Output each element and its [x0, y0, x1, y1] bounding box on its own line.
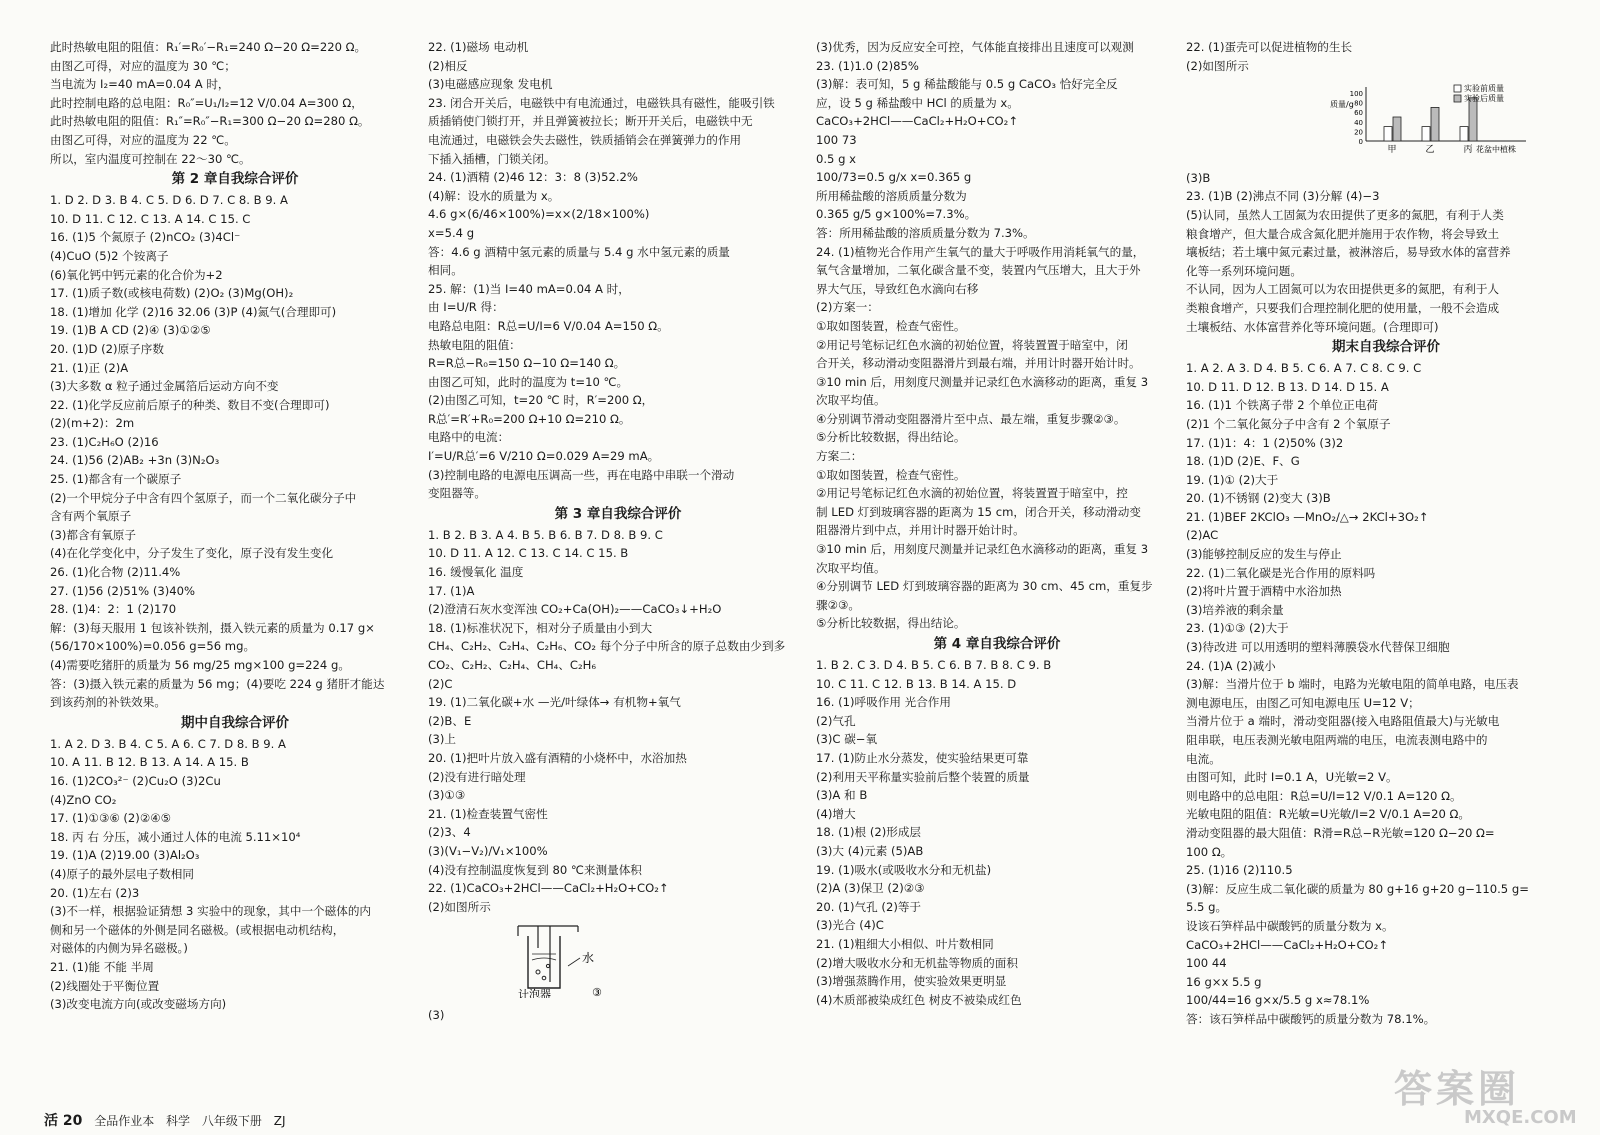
answer-line: 24. (1)植物光合作用产生氧气的量大于呼吸作用消耗氧气的量， [816, 244, 1145, 259]
answer-line: (6)氧化钙中钙元素的化合价为+2 [50, 267, 223, 282]
answer-line: 24. (1)56 (2)AB₂ +3n (3)N₂O₃ [50, 453, 220, 468]
answer-line: x=5.4 g [428, 225, 475, 240]
answer-line: 10. D 11. A 12. C 13. C 14. C 15. B [428, 546, 629, 561]
answer-line: 光敏电阻的阻值：R光敏=U光敏/I=2 V/0.1 A=20 Ω。 [1186, 807, 1470, 822]
answer-line: (2)利用天平称量实验前后整个装置的质量 [816, 769, 1030, 784]
y-tick-label: 80 [1354, 99, 1363, 108]
answer-line: 16 g×x 5.5 g [1186, 974, 1262, 989]
bar [1393, 117, 1401, 141]
answer-line: 答：(3)摄入铁元素的质量为 56 mg；(4)要吃 224 g 猪肝才能达 [50, 676, 385, 691]
answer-line: ④分别调节滑动变阻器滑片至中点、最左端，重复步骤②③。 [816, 411, 1126, 426]
y-tick-label: 100 [1349, 90, 1363, 99]
column-3 [816, 38, 1178, 1009]
column-1 [50, 38, 420, 1014]
answer-line: (3)增强蒸腾作用，使实验效果更明显 [816, 974, 1007, 989]
answer-line: (2)(m+2)：2m [50, 416, 135, 431]
answer-line: (2)将叶片置于酒精中水浴加热 [1186, 584, 1342, 599]
answer-line: 17. (1)质子数(或核电荷数) (2)O₂ (3)Mg(OH)₂ [50, 286, 294, 301]
answer-line: 质插销使门锁打开，并且弹簧被拉长；断开开关后，电磁铁中无 [428, 114, 753, 129]
answer-line: 当电流为 I₂=40 mA=0.04 A 时， [50, 77, 230, 92]
answer-line: 16. (1)1 个铁离子带 2 个单位正电荷 [1186, 398, 1378, 413]
answer-line: (56/170×100%)=0.056 g=56 mg。 [50, 639, 256, 654]
label-mark: ③ [592, 986, 602, 999]
answer-line: 10. D 11. C 12. C 13. A 14. C 15. C [50, 211, 251, 226]
answer-line: 10. D 11. D 12. B 13. D 14. D 15. A [1186, 379, 1389, 394]
answer-line: 16. (1)2CO₃²⁻ (2)Cu₂O (3)2Cu [50, 773, 221, 788]
label-counter: 计泡器 [518, 988, 551, 999]
answer-line: (3)上 [428, 732, 457, 747]
answer-line: (3)电磁感应现象 发电机 [428, 77, 553, 92]
answer-line: 所以，室内温度可控制在 22～30 ℃。 [50, 151, 251, 166]
legend-label: 实验前质量 [1464, 84, 1504, 94]
answer-line: 17. (1)防止水分蒸发，使实验结果更可靠 [816, 750, 1029, 765]
answer-line: (2)增大吸收水分和无机盐等物质的面积 [816, 955, 1018, 970]
answer-line: 1. D 2. D 3. B 4. C 5. D 6. D 7. C 8. B 9. A [50, 193, 288, 208]
answer-line: 100 Ω。 [1186, 844, 1233, 859]
answer-line: 电流。 [1186, 751, 1221, 766]
y-axis-label: 质量/g [1330, 100, 1354, 110]
answer-line: 23. (1)1.0 (2)85% [816, 58, 919, 73]
answer-line: 22. (1)二氧化碳是光合作用的原料吗 [1186, 565, 1376, 580]
answer-line: 21. (1)BEF 2KClO₃ —MnO₂/△→ 2KCl+3O₂↑ [1186, 509, 1429, 524]
x-tick-label: 丙 [1463, 145, 1473, 156]
answer-line: (3)都含有氧原子 [50, 527, 136, 542]
answer-line: CH₄、C₂H₂、C₂H₄、C₂H₆、CO₂ 每个分子中所含的原子总数由少到多 [428, 639, 786, 654]
answer-line: 20. (1)把叶片放入盛有酒精的小烧杯中，水浴加热 [428, 750, 687, 765]
answer-line: 则电路中的总电阻：R总=U/I=12 V/0.1 A=120 Ω。 [1186, 788, 1462, 803]
answer-line: 26. (1)化合物 (2)11.4% [50, 565, 181, 580]
answer-line: (3)(V₁−V₂)/V₁×100% [428, 843, 548, 858]
answer-line: 由 I=U/R 得： [428, 300, 504, 315]
answer-line: 21. (1)正 (2)A [50, 360, 129, 375]
answer-line: (3)解：表可知，5 g 稀盐酸能与 0.5 g CaCO₃ 恰好完全反 [816, 77, 1118, 92]
answer-line: (3)A 和 B [816, 788, 868, 803]
answer-line: 电路中的电流： [428, 430, 510, 445]
answer-line: (3)优秀，因为反应安全可控，气体能直接排出且速度可以观测 [816, 40, 1134, 54]
legend-label: 实验后质量 [1464, 94, 1504, 104]
answer-line: (3)B [1186, 170, 1211, 185]
answer-line: I′=U/R总′=6 V/210 Ω=0.029 A=29 mA。 [428, 449, 660, 464]
answer-line: 测电源电压，由图乙可知电源电压 U=12 V； [1186, 695, 1420, 710]
answer-line: (4)木质部被染成红色 树皮不被染成红色 [816, 992, 1022, 1007]
section-heading: 第 4 章自我综合评价 [933, 636, 1061, 652]
answer-line: 18. (1)标准状况下，相对分子质量由小到大 [428, 620, 653, 635]
answer-line: 10. A 11. B 12. B 13. A 14. A 15. B [50, 755, 249, 770]
bar [1460, 127, 1468, 141]
answer-line: 滑动变阻器的最大阻值：R滑=R总−R光敏=120 Ω−20 Ω= [1186, 825, 1495, 840]
answer-line: 20. (1)气孔 (2)等于 [816, 899, 922, 914]
answer-line: 粮食增产，但大量合成含氮化肥并施用于农作物，将会导致土 [1186, 226, 1500, 241]
answer-line: (2)C [428, 676, 453, 691]
answer-line: 0.365 g/5 g×100%=7.3%。 [816, 207, 977, 222]
answer-line: 16. 缓慢氧化 温度 [428, 565, 524, 580]
x-tick-label: 甲 [1387, 145, 1397, 156]
bar [1469, 98, 1477, 141]
answer-line: 相同。 [428, 263, 463, 278]
apparatus-figure [488, 918, 808, 1004]
answer-line: 此时热敏电阻的阻值：R₁″=R₀″−R₁=300 Ω−20 Ω=280 Ω。 [50, 114, 370, 129]
answer-line: 25. (1)都含有一个碳原子 [50, 472, 182, 487]
answer-line: ①取如图装置，检查气密性。 [816, 467, 966, 482]
answer-line: 5.5 g。 [1186, 900, 1228, 915]
answer-line: 10. C 11. C 12. B 13. B 14. A 15. D [816, 676, 1017, 691]
answer-line: (2)如图所示 [428, 899, 491, 914]
section-heading: 期末自我综合评价 [1332, 339, 1440, 356]
answer-line: 答：4.6 g 酒精中氢元素的质量与 5.4 g 水中氢元素的质量 [428, 244, 730, 259]
answer-line: 侧和另一个磁体的外侧是同名磁极。(或根据电动机结构， [50, 922, 345, 937]
answer-line: 17. (1)1：4：1 (2)50% (3)2 [1186, 435, 1344, 450]
answer-line: (4)解：设水的质量为 x。 [428, 188, 560, 203]
answer-line: 当滑片位于 a 端时，滑动变阻器(接入电路阻值最大)与光敏电 [1186, 714, 1500, 729]
answer-line: (3)C 碳−氧 [816, 732, 878, 747]
answer-line: 阻器滑片到中点，并用计时器开始计时。 [816, 523, 1025, 538]
answer-line: 24. (1)A (2)减小 [1186, 658, 1276, 673]
answer-line: (2)一个甲烷分子中含有四个氢原子，而一个二氧化碳分子中 [50, 490, 357, 505]
answer-line: 20. (1)不锈钢 (2)变大 (3)B [1186, 491, 1331, 506]
answer-line: (2)如图所示 [1186, 58, 1249, 73]
answer-line: ③10 min 后，用刻度尺测量并记录红色水滴移动的距离，重复 3 [816, 374, 1149, 389]
answer-line: ②用记号笔标记红色水滴的初始位置，将装置置于暗室中，控 [816, 486, 1128, 501]
answer-line: 1. A 2. D 3. B 4. C 5. A 6. C 7. D 8. B 9. A [50, 736, 286, 751]
answer-line: (3)①③ [428, 788, 466, 803]
answer-line: (3)光合 (4)C [816, 918, 884, 933]
answer-line: 18. (1)增加 化学 (2)16 32.06 (3)P (4)氮气(合理即可) [50, 304, 337, 319]
answer-line: 18. (1)根 (2)形成层 [816, 825, 922, 840]
bar [1431, 108, 1439, 142]
answer-line: (3)能够控制反应的发生与停止 [1186, 547, 1342, 562]
answer-line: (5)认同，虽然人工固氮为农田提供了更多的氮肥，有利于人类 [1186, 207, 1504, 222]
legend-swatch [1454, 85, 1461, 92]
section-heading: 期中自我综合评价 [181, 714, 289, 731]
answer-line: 壤板结；若土壤中氮元素过量，被淋溶后，易导致水体的富营养 [1186, 245, 1511, 260]
answer-line: 骤②③。 [816, 597, 860, 612]
answer-line: (2)没有进行暗处理 [428, 769, 526, 784]
answer-line: 27. (1)56 (2)51% (3)40% [50, 583, 196, 598]
y-tick-label: 20 [1354, 128, 1363, 137]
answer-line: 方案二： [816, 449, 863, 464]
answer-line: ⑤分析比较数据，得出结论。 [816, 430, 966, 445]
grade: 八年级下册 [201, 1114, 262, 1128]
answer-line: 到该药剂的补铁效果。 [50, 695, 166, 710]
answer-line: 由图乙可得，对应的温度为 30 ℃； [50, 58, 236, 73]
answer-line: 氧气含量增加，二氧化碳含量不变，装置内气压增大，且大于外 [816, 263, 1141, 278]
answer-line: 此时热敏电阻的阻值：R₁′=R₀′−R₁=240 Ω−20 Ω=220 Ω。 [50, 40, 367, 54]
subject: 科学 [166, 1114, 191, 1128]
section-heading: 第 2 章自我综合评价 [171, 171, 299, 188]
answer-line: 24. (1)酒精 (2)46 12：3：8 (3)52.2% [428, 170, 638, 185]
answer-line: 答：所用稀盐酸的溶质质量分数为 7.3%。 [816, 225, 1035, 240]
answer-line: 对磁体的内侧为异名磁极。) [50, 941, 188, 956]
answer-line: (2)澄清石灰水变浑浊 CO₂+Ca(OH)₂——CaCO₃↓+H₂O [428, 602, 722, 617]
answer-line: (2)线圈处于平衡位置 [50, 978, 160, 993]
x-tick-label: 乙 [1425, 145, 1435, 156]
answer-line: 0.5 g x [816, 151, 857, 166]
answer-line: 21. (1)粗细大小相似、叶片数相同 [816, 936, 994, 951]
answer-line: 100/44=16 g×x/5.5 g x≈78.1% [1186, 993, 1370, 1008]
answer-line: (2)A (3)保卫 (2)②③ [816, 881, 925, 896]
answer-line: 由图乙可得，对应的温度为 22 ℃。 [50, 132, 236, 147]
answer-line: (4)原子的最外层电子数相同 [50, 866, 194, 881]
answer-line: 22. (1)蛋壳可以促进植物的生长 [1186, 40, 1353, 54]
column-2 [428, 38, 808, 1025]
answer-line: (3)待改进 可以用透明的塑料薄膜袋水代替保卫细胞 [1186, 640, 1450, 655]
answer-line: 18. (1)D (2)E、F、G [1186, 454, 1300, 469]
answer-line: 23. (1)C₂H₆O (2)16 [50, 434, 159, 449]
answer-line: (3)大多数 α 粒子通过金属箔后运动方向不变 [50, 379, 279, 394]
answer-line: (3)大 (4)元素 (5)AB [816, 843, 924, 858]
answer-line: ①取如图装置，检查气密性。 [816, 318, 966, 333]
answer-line: 23. 闭合开关后，电磁铁中有电流通过，电磁铁具有磁性，能吸引铁 [428, 95, 775, 110]
answer-line: (3) [428, 1007, 445, 1022]
y-tick-label: 0 [1358, 138, 1363, 147]
answer-line: 17. (1)①③⑥ (2)②④⑤ [50, 811, 172, 826]
answer-line: 设该石笋样品中碳酸钙的质量分数为 x。 [1186, 918, 1394, 933]
answer-line: 16. (1)呼吸作用 光合作用 [816, 695, 951, 710]
answer-line: ②用记号笔标记红色水滴的初始位置，将装置置于暗室中，闭 [816, 337, 1128, 352]
section-heading: 第 3 章自我综合评价 [554, 505, 682, 522]
answer-line: 变阻器等。 [428, 486, 486, 501]
answer-line: 19. (1)吸水(或吸收水分和无机盐) [816, 862, 992, 877]
answer-line: 类粮食增产，只要我们合理控制化肥的使用量，一般不会造成 [1186, 300, 1500, 315]
answer-line: 下插入插槽，门锁关闭。 [428, 151, 556, 166]
answer-line: ⑤分析比较数据，得出结论。 [816, 616, 966, 631]
answer-line: 22. (1)CaCO₃+2HCl——CaCl₂+H₂O+CO₂↑ [428, 881, 669, 896]
answer-line: 次取平均值。 [816, 393, 886, 408]
answer-line: (2)3、4 [428, 825, 471, 840]
answer-line: CO₂、C₂H₂、C₂H₄、CH₄、C₂H₆ [428, 658, 597, 672]
answer-line: 电流通过，电磁铁会失去磁性，铁质插销会在弹簧弹力的作用 [428, 132, 742, 147]
y-tick-label: 60 [1354, 109, 1363, 118]
answer-line: 解：(3)每天服用 1 包该补铁剂，摄入铁元素的质量为 0.17 g× [50, 620, 375, 635]
watermark-text: 答案圈 [1394, 1067, 1521, 1111]
page-footer [44, 1110, 293, 1130]
answer-line: 此时控制电路的总电阻：R₀″=U₁/I₂=12 V/0.04 A=300 Ω， [50, 95, 363, 110]
answer-line: (2)B、E [428, 713, 472, 728]
answer-line: 界大气压，导致红色水滴向右移 [816, 281, 979, 296]
answer-line: 19. (1)A (2)19.00 (3)Al₂O₃ [50, 848, 200, 863]
answer-line: (4)增大 [816, 806, 856, 821]
answer-line: (3)培养液的剩余量 [1186, 602, 1284, 617]
answer-line: 不认同，因为人工固氮可以为农田提供更多的氮肥，有利于人 [1186, 282, 1500, 297]
bar-chart [1326, 79, 1586, 165]
answer-line: 答：该石笋样品中碳酸钙的质量分数为 78.1%。 [1186, 1011, 1436, 1026]
answer-line: 18. 丙 右 分压，减小通过人体的电流 5.11×10⁴ [50, 829, 301, 844]
answer-line: 100 44 [1186, 956, 1227, 971]
answer-line: 100/73=0.5 g/x x=0.365 g [816, 170, 972, 185]
answer-line: R总′=R′+R₀=200 Ω+10 Ω=210 Ω。 [428, 411, 631, 426]
answer-line: (3)解：反应生成二氧化碳的质量为 80 g+16 g+20 g−110.5 g= [1186, 881, 1529, 896]
column-4 [1186, 38, 1586, 1029]
answer-line: (3)改变电流方向(或改变磁场方向) [50, 997, 227, 1012]
y-tick-label: 40 [1354, 118, 1363, 127]
answer-line: (2)AC [1186, 528, 1219, 543]
answer-line: 电路总电阻：R总=U/I=6 V/0.04 A=150 Ω。 [428, 318, 669, 333]
answer-line: (2)气孔 [816, 713, 856, 728]
answer-line: CaCO₃+2HCl——CaCl₂+H₂O+CO₂↑ [1186, 937, 1389, 952]
answer-line: 25. (1)16 (2)110.5 [1186, 863, 1293, 878]
answer-line: 4.6 g×(6/46×100%)=x×(2/18×100%) [428, 207, 650, 222]
answer-line: 1. A 2. A 3. D 4. B 5. C 6. A 7. C 8. C 9. C [1186, 361, 1422, 376]
watermark-url: MXQE.COM [1464, 1107, 1577, 1128]
answer-line: 次取平均值。 [816, 560, 886, 575]
answer-line: (3)不一样，根据验证猜想 3 实验中的现象，其中一个磁体的内 [50, 904, 372, 919]
answer-line: 应，设 5 g 稀盐酸中 HCl 的质量为 x。 [816, 95, 1019, 110]
answer-line: (2)由图乙可知，t=20 ℃ 时，R′=200 Ω， [428, 393, 654, 408]
answer-line: 22. (1)化学反应前后原子的种类、数目不变(合理即可) [50, 397, 330, 412]
answer-line: 化等一系列环境问题。 [1186, 263, 1302, 278]
answer-line: 1. B 2. C 3. D 4. B 5. C 6. B 7. B 8. C 9. B [816, 658, 1052, 672]
answer-line: 23. (1)B (2)沸点不同 (3)分解 (4)−3 [1186, 189, 1380, 204]
edition: ZJ [273, 1114, 286, 1128]
x-axis-label: 花盆中植株 [1476, 145, 1516, 155]
label-water: 水 [582, 951, 595, 966]
answer-line: 合开关，移动滑动变阻器滑片到最右端，并用计时器开始计时。 [816, 356, 1141, 371]
answer-line: (4)没有控制温度恢复到 80 ℃来测量体积 [428, 862, 642, 877]
legend-swatch [1454, 95, 1461, 102]
answer-line: (2)相反 [428, 58, 468, 73]
answer-line: 由图乙可知，此时的温度为 t=10 ℃。 [428, 374, 629, 389]
answer-line: 土壤板结、水体富营养化等环境问题。(合理即可) [1186, 319, 1439, 334]
answer-line: 16. (1)5 个氮原子 (2)nCO₂ (3)4Cl⁻ [50, 230, 241, 245]
answer-line: (4)需要吃猪肝的质量为 56 mg/25 mg×100 g=224 g。 [50, 658, 350, 672]
answer-line: 含有两个氧原子 [50, 509, 132, 524]
answer-line: 热敏电阻的阻值： [428, 337, 521, 352]
answer-line: (2)方案一： [816, 300, 879, 315]
answer-line: CaCO₃+2HCl——CaCl₂+H₂O+CO₂↑ [816, 114, 1019, 129]
answer-line: 19. (1)二氧化碳+水 —光/叶绿体→ 有机物+氧气 [428, 695, 681, 710]
page-number: 活 20 [44, 1113, 83, 1129]
answer-line: 1. B 2. B 3. A 4. B 5. B 6. B 7. D 8. B 9. C [428, 527, 663, 542]
bar [1384, 127, 1392, 141]
book-name: 全品作业本 [94, 1114, 155, 1128]
answer-line: 25. 解：(1)当 I=40 mA=0.04 A 时， [428, 281, 630, 296]
answer-line: (4)ZnO CO₂ [50, 792, 117, 807]
answer-line: 22. (1)磁场 电动机 [428, 40, 529, 54]
answer-line: (3)解：当滑片位于 b 端时，电路为光敏电阻的简单电路，电压表 [1186, 677, 1519, 692]
answer-line: (3)控制电路的电源电压调高一些，再在电路中串联一个滑动 [428, 467, 735, 482]
answer-line: 所用稀盐酸的溶质质量分数为 [816, 188, 967, 203]
answer-line: 21. (1)检查装置气密性 [428, 806, 548, 821]
answer-line: 阻串联，电压表测光敏电阻两端的电压，电流表测电路中的 [1186, 733, 1488, 747]
answer-line: (2)1 个二氧化氮分子中含有 2 个氧原子 [1186, 416, 1391, 431]
answer-line: 20. (1)D (2)原子序数 [50, 341, 164, 356]
answer-line: (4)CuO (5)2 个铵离子 [50, 248, 169, 263]
answer-line: 19. (1)① (2)大于 [1186, 472, 1279, 487]
bar [1422, 127, 1430, 141]
watermark-logo [1394, 1058, 1584, 1132]
answer-line: 17. (1)A [428, 583, 475, 598]
answer-line: 21. (1)能 不能 半周 [50, 959, 154, 974]
answer-line: ③10 min 后，用刻度尺测量并记录红色水滴移动的距离，重复 3 [816, 542, 1149, 557]
answer-line: 19. (1)B A CD (2)④ (3)①②⑤ [50, 323, 211, 338]
answer-line: (4)在化学变化中，分子发生了变化，原子没有发生变化 [50, 546, 334, 561]
answer-line: R=R总−R₀=150 Ω−10 Ω=140 Ω。 [428, 356, 626, 371]
answer-line: 28. (1)4：2：1 (2)170 [50, 602, 177, 617]
answer-line: 100 73 [816, 132, 857, 147]
answer-line: ④分别调节 LED 灯到玻璃容器的距离为 30 cm、45 cm，重复步 [816, 579, 1153, 594]
answer-line: 20. (1)左右 (2)3 [50, 885, 140, 900]
answer-line: 制 LED 灯到玻璃容器的距离为 15 cm，闭合开关，移动滑动变 [816, 504, 1141, 519]
answer-line: 23. (1)①③ (2)大于 [1186, 621, 1289, 636]
answer-line: 由图可知，此时 I=0.1 A，U光敏=2 V。 [1186, 770, 1398, 785]
